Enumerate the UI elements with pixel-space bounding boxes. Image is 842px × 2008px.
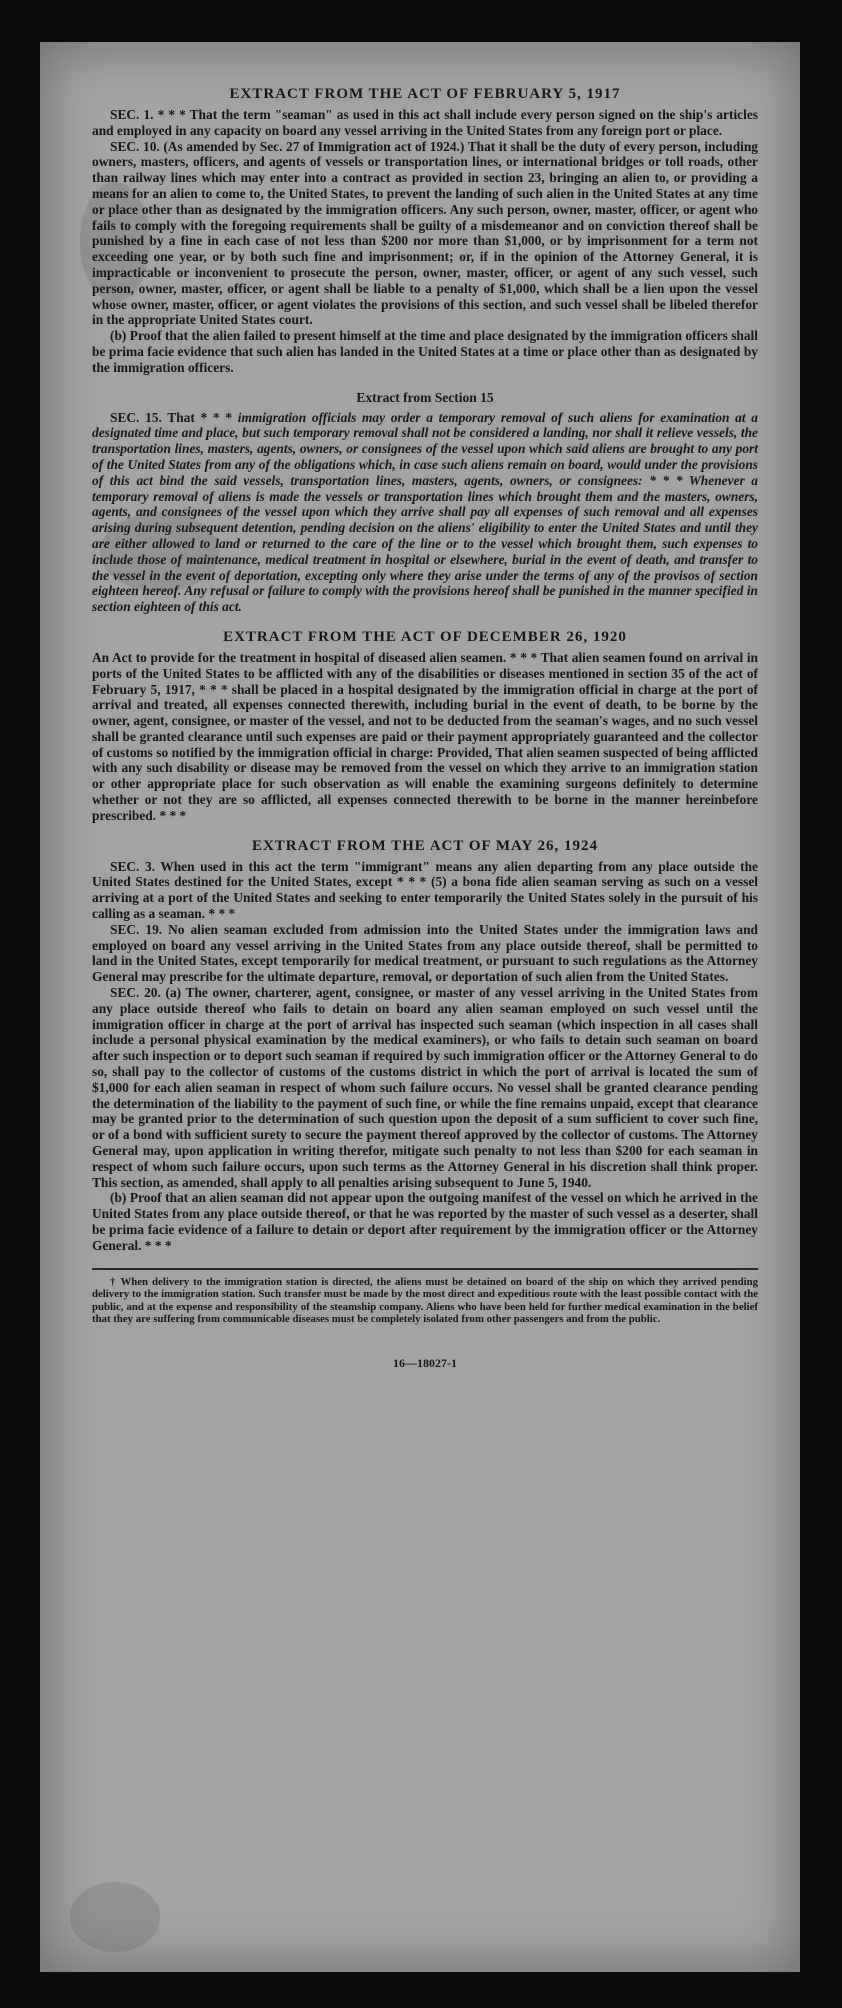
extract-act-1920 [92,629,758,824]
paragraph: SEC. 3. When used in this act the term "immigrant" means any alien departing from any place outside the United States destined for the United States, except * * * (5) a bona fide alien seaman serving as such on a vessel arriving at a port of the United States and seeking to enter temporarily the United States solely in the pursuit of his calling as a seaman. * * * [92,858,758,922]
extract-act-1917 [92,86,758,376]
footnote [92,1276,758,1326]
section-heading: EXTRACT FROM THE ACT OF DECEMBER 26, 1920 [223,628,627,645]
section-heading: EXTRACT FROM THE ACT OF FEBRUARY 5, 1917 [229,86,621,102]
paragraph: SEC. 19. No alien seaman excluded from admission into the United States under the immigration laws and employed on board any vessel arriving in the United States from any place outside thereof, shall be permitted to land in the United States, except temporarily for medical treatment, or pursuant to such regulations as the Attorney General may prescribe for the ultimate departure, removal, or deportation of such alien from the United States. [92,921,758,985]
italic-text: immigration officials may order a temporary removal of such aliens for examination at a designated time and place, but such temporary removal shall not be considered a landing, nor shall it relieve vessels, the transportation lines, masters, agents, owners, or consignees of the vessel upon which said aliens are brought to any port of the United States from any of the obligations which, in case such aliens remain on board, would under the provisions of this act bind the said vessels, transportation lines, masters, agents, owners, or consignees: * * * Whenever a temporary removal of aliens is made the vessels or transportation lines which brought them and the masters, owners, agents, and consignees of the vessel upon which they arrive shall pay all expenses of such removal and all expenses arising during subsequent detention, pending decision on the aliens' eligibility to enter the United States and until they are either allowed to land or returned to the care of the line or to the vessel which brought them, such expenses to include those of maintenance, medical treatment in hospital or elsewhere, burial in the event of death, and transfer to the vessel in the event of deportation, excepting only where they arise under the terms of any of the provisos of section eighteen hereof. Any refusal or failure to comply with the provisions hereof shall be punished in the manner specified in section eighteen of this act. [92,409,758,615]
paragraph-lead: SEC. 15. That * * * [110,409,233,425]
paragraph: An Act to provide for the treatment in hospital of diseased alien seamen. * * * That alien seamen found on arrival in ports of the United States to be afflicted with any of the disabilities or diseases mentioned in section 35 of the act of February 5, 1917, * * * shall be placed in a hospital designated by the immigration official in charge at the port of arrival and treated, all expenses connected therewith, including burial in the event of death, to be borne by the owner, agent, consignee, or master of the vessel, and not to be deducted from the seaman's wages, and no such vessel shall be granted clearance until such expenses are paid or their payment appropriately guaranteed and the collector of customs so notified by the immigration official in charge: Provided, That alien seamen suspected of being afflicted with any such disability or disease may be removed from the vessel on which they arrive to an immigration station or other appropriate place for such observation as will enable the examining surgeons definitely to determine whether or not they are so afflicted, all expenses connected therewith to be borne in the manner hereinbefore prescribed. * * * [92,649,758,823]
form-number: 16—18027-1 [393,1355,457,1370]
footnote-divider [92,1268,758,1270]
section-heading: EXTRACT FROM THE ACT OF MAY 26, 1924 [251,837,599,854]
section-subheading: Extract from Section 15 [356,389,494,405]
paragraph: (b) Proof that the alien failed to present himself at the time and place designated by the immigration officers shall be prima facie evidence that such alien has landed in the United States at a time or place other than as designated by the immigration officers. [92,328,758,375]
footnote-text: † When delivery to the immigration station is directed, the aliens must be detained on board of the ship on which they arrived pending delivery to the immigration station. Such transfer must be made by the most direct and expeditious route with the least possible contact with the public, and at the expense and responsibility of the steamship company. Aliens who have been held for further medical examination in the belief that they are suffering from communicable diseases must be completely isolated from other passengers and from the public. [92,1275,758,1326]
paper-stain [70,1882,160,1952]
paragraph [92,410,758,615]
extract-section-15 [92,390,758,615]
paragraph: SEC. 10. (As amended by Sec. 27 of Immigration act of 1924.) That it shall be the duty of every person, including owners, masters, officers, and agents of vessels or transportation lines, or international bridges or toll roads, other than railway lines which may enter into a contract as provided in section 23, bringing an alien to, or providing a means for an alien to come to, the United States, to prevent the landing of such alien in the United States at any time or place other than as designated by the immigration officers. Any such person, owner, master, officer, or agent who fails to comply with the foregoing requirements shall be guilty of a misdemeanor and on conviction thereof shall be punished by a fine in each case of not less than $200 nor more than $1,000, or by imprisonment for a term not exceeding one year, or by both such fine and imprisonment; or, if in the opinion of the Attorney General, it is impracticable or inconvenient to prosecute the person, owner, master, officer, or agent of any such vessel, such person, owner, master, officer, or agent shall be liable to a penalty of $1,000, which shall be a lien upon the vessel whose owner, master, officer, or agent violates the provisions of this section, and such vessel shall be libeled therefor in the appropriate United States court. [92,138,758,328]
document-page [40,42,800,1972]
document-content [92,82,758,1371]
extract-act-1924 [92,838,758,1254]
paragraph: SEC. 1. * * * That the term "seaman" as used in this act shall include every person signed on the ship's articles and employed in any capacity on board any vessel arriving in the United States from any foreign port or place. [92,107,758,138]
paragraph: (b) Proof that an alien seaman did not appear upon the outgoing manifest of the vessel on which he arrived in the United States from any place outside thereof, or that he was reported by the master of such vessel as a deserter, shall be prima facie evidence of a failure to detain or deport after requirement by the immigration officer or the Attorney General. * * * [92,1190,758,1253]
paragraph: SEC. 20. (a) The owner, charterer, agent, consignee, or master of any vessel arriving in the United States from any place outside thereof who fails to detain on board any alien seaman employed on such vessel until the immigration officer in charge at the port of arrival has inspected such seaman (which inspection in all cases shall include a personal physical examination by the medical examiners), or who fails to detain such seaman on board after such inspection or to deport such seaman if required by such immigration officer or the Attorney General to do so, shall pay to the collector of customs of the customs district in which the port of arrival is located the sum of $1,000 for each alien seaman in respect of whom such failure occurs. No vessel shall be granted clearance pending the determination of the liability to the payment of such fine, or while the fine remains unpaid, except that clearance may be granted prior to the determination of such question upon the deposit of a sum sufficient to cover such fine, or of a bond with sufficient surety to secure the payment thereof approved by the collector of customs. The Attorney General may, upon application in writing therefor, mitigate such penalty to not less than $200 for each seaman in respect of whom such failure occurs, upon such terms as the Attorney General in his discretion shall think proper. This section, as amended, shall apply to all penalties arising subsequent to June 5, 1940. [92,985,758,1190]
